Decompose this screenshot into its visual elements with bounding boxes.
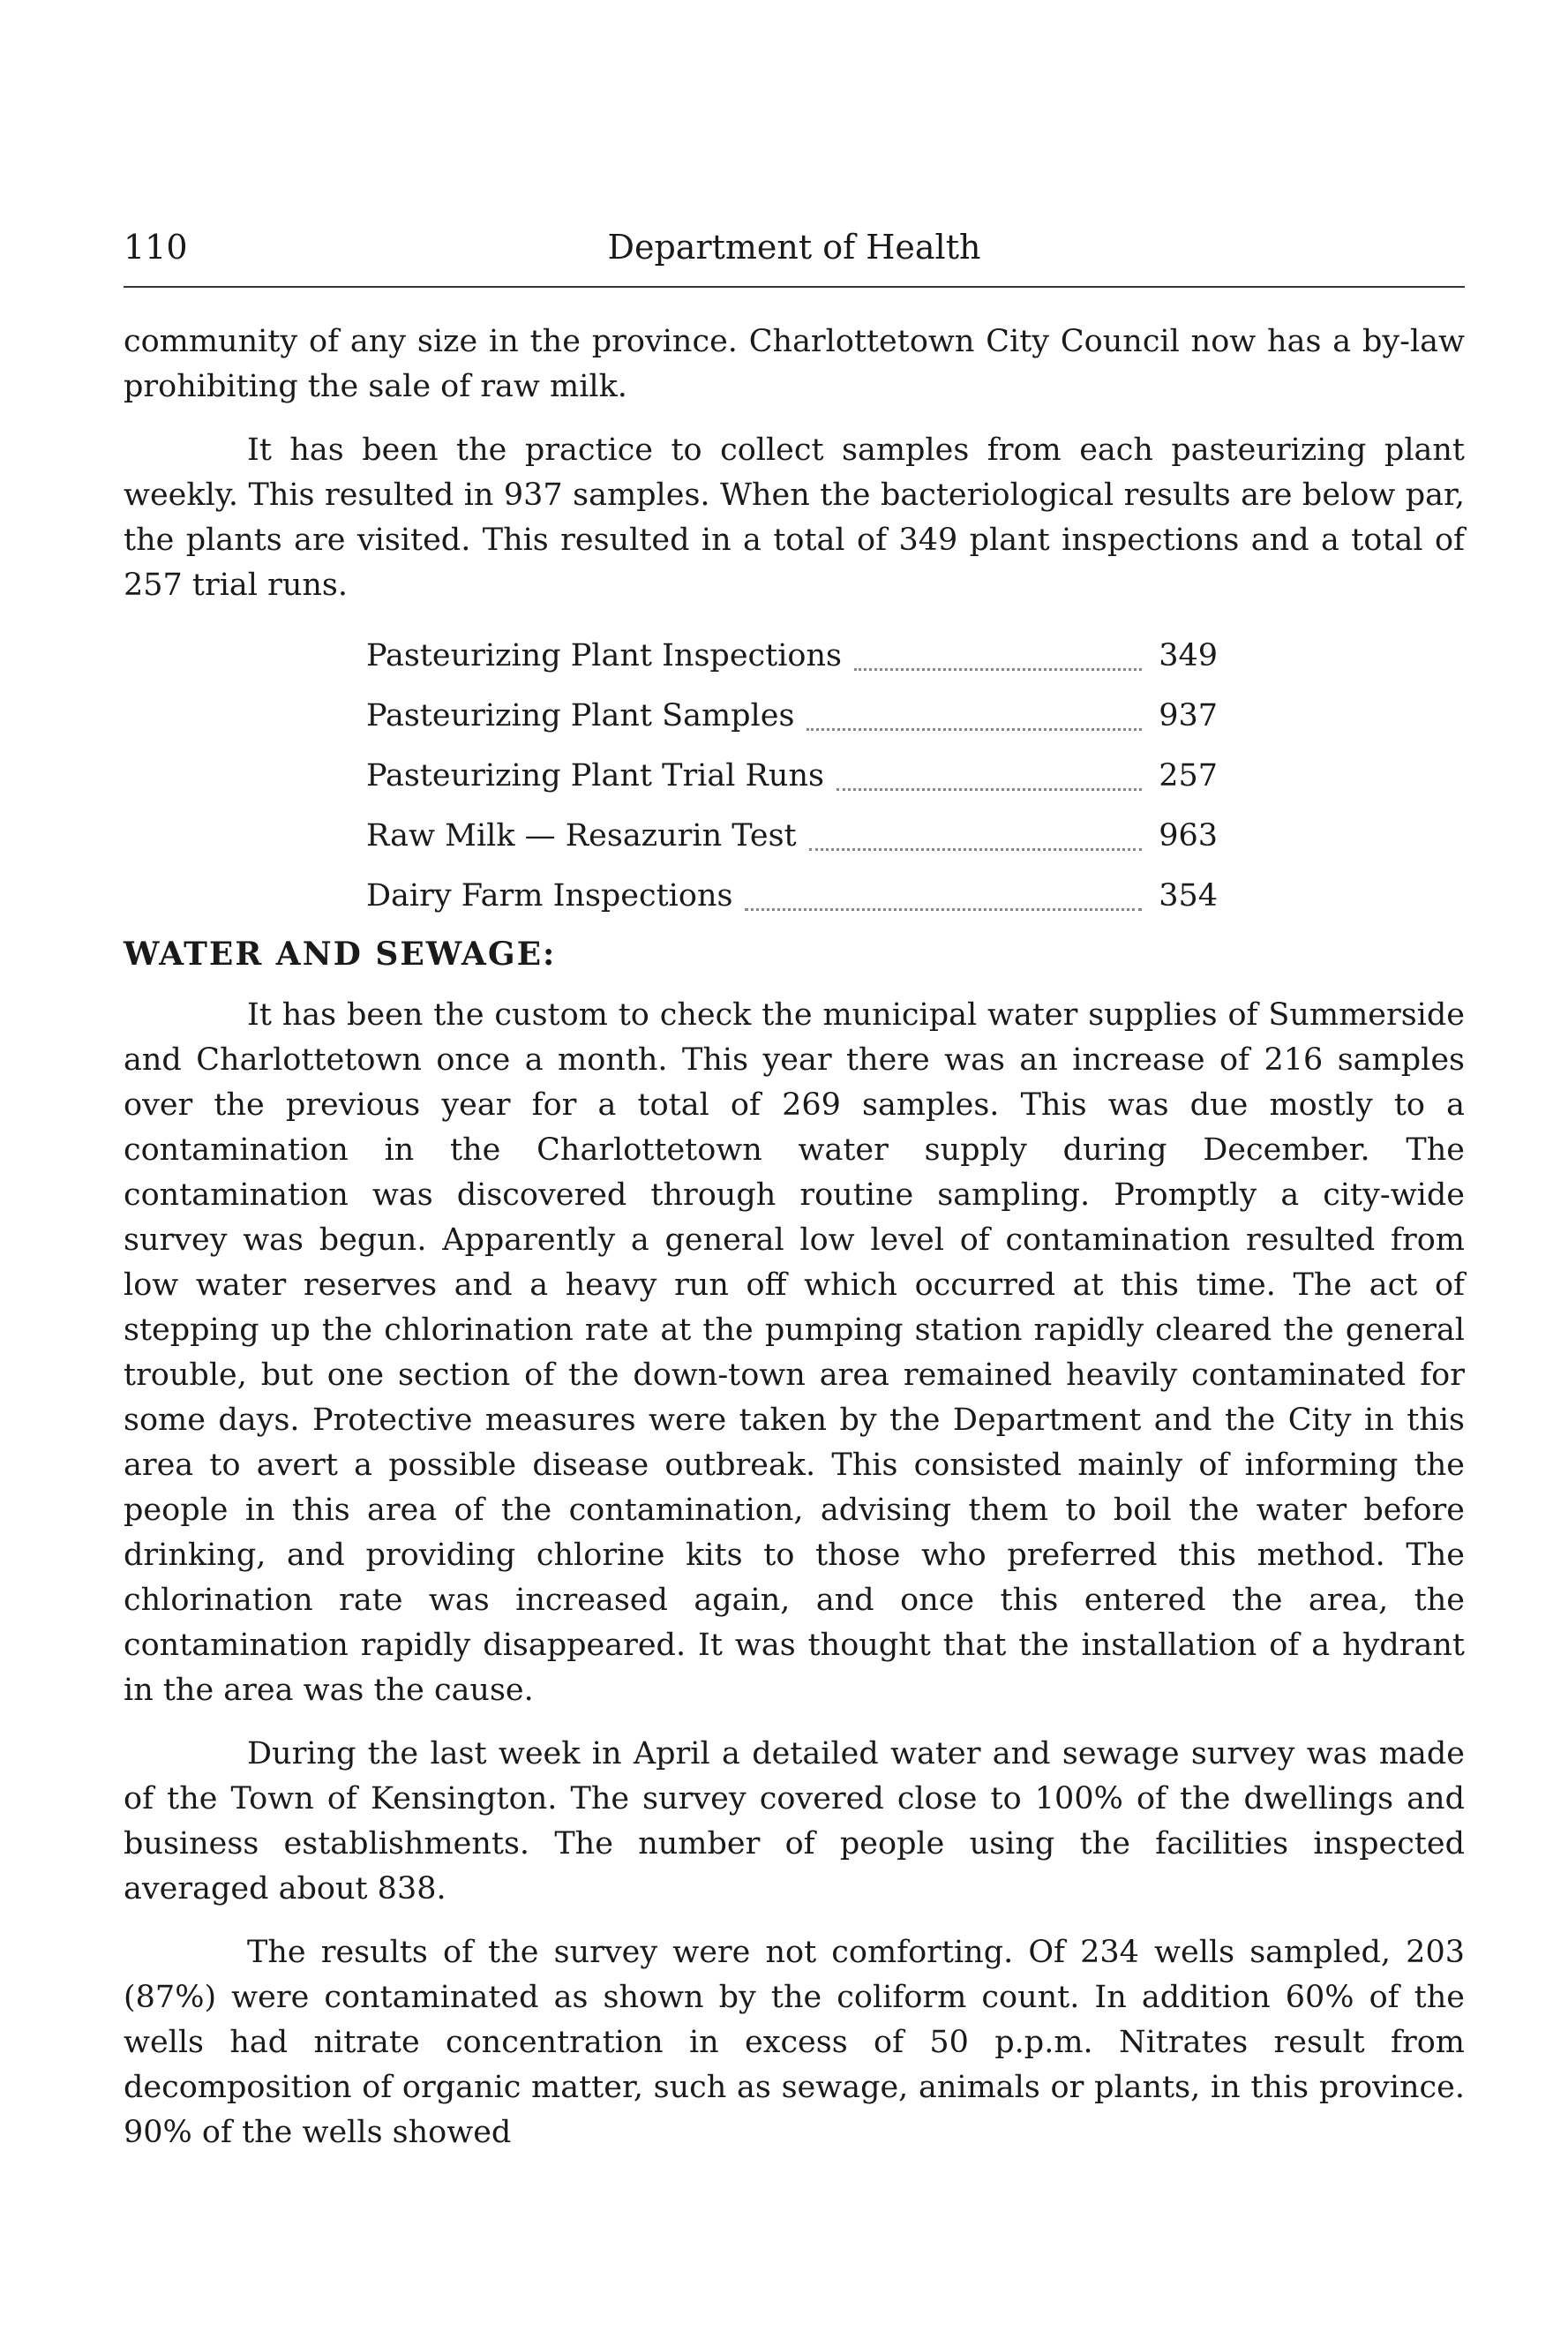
stat-row [366,866,1218,926]
header-rule [124,286,1465,288]
statistics-list [366,626,1218,926]
paragraph-kensington-survey: During the last week in April a detailed water and sewage survey was made of the Town of Kensington. The survey covered close to 100% of the dwellings and business establishments. The number of people using the facilities inspected averaged about 838. [124,1736,1465,1907]
stat-label: Pasteurizing Plant Trial Runs [366,758,824,793]
stat-value: 937 [1159,698,1218,733]
stat-row [366,746,1218,806]
stat-label: Raw Milk — Resazurin Test [366,818,797,854]
paragraph-pasteurizing: It has been the practice to collect samples from each pasteurizing plant weekly. This resulted in 937 samples. When the bacteriological results are below par, the plants are visited. This resulted in a total of 349 plant inspections and a total of 257 trial runs. [124,432,1465,603]
stat-value: 349 [1159,638,1218,673]
stat-value: 257 [1159,758,1218,793]
stat-value: 354 [1159,878,1218,914]
stat-label: Dairy Farm Inspections [366,878,733,914]
leader-dots [807,719,1142,731]
stat-row [366,626,1218,686]
document-page [124,221,1465,2155]
page-number: 110 [124,228,188,267]
leader-dots [837,779,1142,791]
section-heading-water-sewage: WATER AND SEWAGE: [124,936,557,973]
stat-row [366,686,1218,746]
stat-value: 963 [1159,818,1218,854]
leader-dots [854,659,1142,671]
page-header [124,221,1465,274]
running-title: Department of Health [607,228,981,267]
paragraph-water-supplies: It has been the custom to check the municipal water supplies of Summerside and Charlottetown once a month. This year there was an increase of 216 samples over the previous year for a total of 269 samples. This was due mostly to a contamination in the Charlottetown water supply during December. The contamination was discovered through routine sampling. Promptly a city-wide survey was begun. Apparently a general low level of contamination resulted from low water reserves and a heavy run off which occurred at this time. The act of stepping up the chlorination rate at the pumping station rapidly cleared the general trouble, but one section of the down-town area remained heavily contaminated for some days. Protective measures were taken by the Department and the City in this area to avert a possible disease outbreak. This consisted mainly of informing the people in this area of the contamination, advising them to boil the water before drinking, and providing chlorine kits to those who preferred this method. The chlorination rate was increased again, and once this entered the area, the contamination rapidly disappeared. It was thought that the installation of a hydrant in the area was the cause. [124,997,1465,1708]
paragraph-survey-results: The results of the survey were not comforting. Of 234 wells sampled, 203 (87%) were contaminated as shown by the coliform count. In addition 60% of the wells had nitrate concentration in excess of 50 p.p.m. Nitrates result from decomposition of organic matter, such as sewage, animals or plants, in this province. 90% of the wells showed [124,1935,1465,2150]
stat-label: Pasteurizing Plant Inspections [366,638,842,673]
paragraph-continuation: community of any size in the province. Charlottetown City Council now has a by-law prohibiting the sale of raw milk. [124,324,1465,404]
leader-dots [809,839,1142,851]
stat-row [366,806,1218,866]
stat-label: Pasteurizing Plant Samples [366,698,795,733]
leader-dots [745,899,1142,911]
